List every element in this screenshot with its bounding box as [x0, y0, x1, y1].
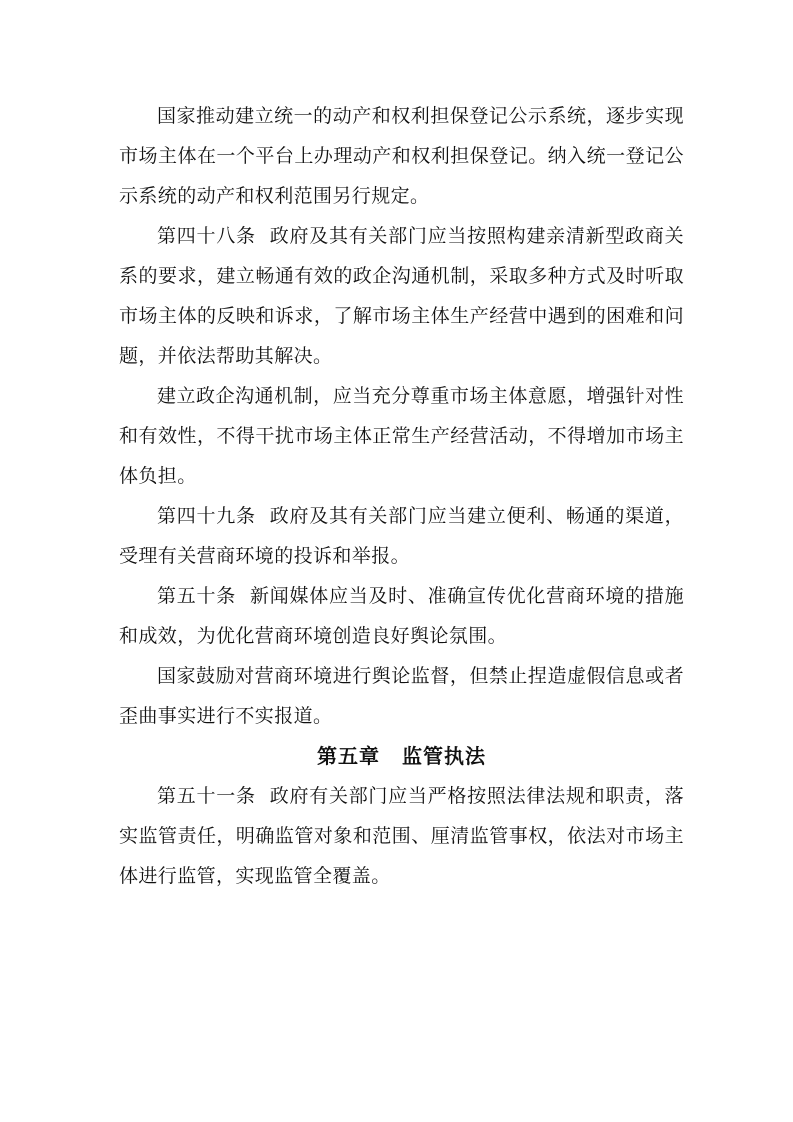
chapter-number: 第五章: [317, 744, 380, 768]
document-body: [119, 96, 684, 896]
article-number: 第四十八条: [157, 225, 256, 247]
chapter-heading: [119, 736, 684, 776]
article-text: 政府及其有关部门应当按照构建亲清新型政商关系的要求，建立畅通有效的政企沟通机制，采取多种方式及时听取市场主体的反映和诉求，了解市场主体生产经营中遇到的困难和问题，并依法帮助其解决。: [119, 225, 684, 367]
paragraph-text: 国家鼓励对营商环境进行舆论监督，但禁止捏造虚假信息或者歪曲事实进行不实报道。: [119, 665, 684, 727]
article-number: 第四十九条: [157, 505, 256, 527]
article-text: 政府有关部门应当严格按照法律法规和职责，落实监管责任，明确监管对象和范围、厘清监管事权，依法对市场主体进行监管，实现监管全覆盖。: [119, 785, 684, 887]
chapter-title: 监管执法: [402, 744, 486, 768]
article-48: [119, 216, 684, 376]
article-text: 新闻媒体应当及时、准确宣传优化营商环境的措施和成效，为优化营商环境创造良好舆论氛围。: [119, 585, 684, 647]
paragraph-text: 建立政企沟通机制，应当充分尊重市场主体意愿，增强针对性和有效性，不得干扰市场主体正常生产经营活动，不得增加市场主体负担。: [119, 385, 684, 487]
article-text: 政府及其有关部门应当建立便利、畅通的渠道，受理有关营商环境的投诉和举报。: [119, 505, 684, 567]
paragraph-public-supervision: [119, 656, 684, 736]
article-number: 第五十条: [157, 585, 236, 607]
article-49: [119, 496, 684, 576]
paragraph-registration-system: [119, 96, 684, 216]
article-50: [119, 576, 684, 656]
article-51: [119, 776, 684, 896]
article-number: 第五十一条: [157, 785, 256, 807]
paragraph-text: 国家推动建立统一的动产和权利担保登记公示系统，逐步实现市场主体在一个平台上办理动产和权利担保登记。纳入统一登记公示系统的动产和权利范围另行规定。: [119, 105, 684, 207]
paragraph-communication-mechanism: [119, 376, 684, 496]
